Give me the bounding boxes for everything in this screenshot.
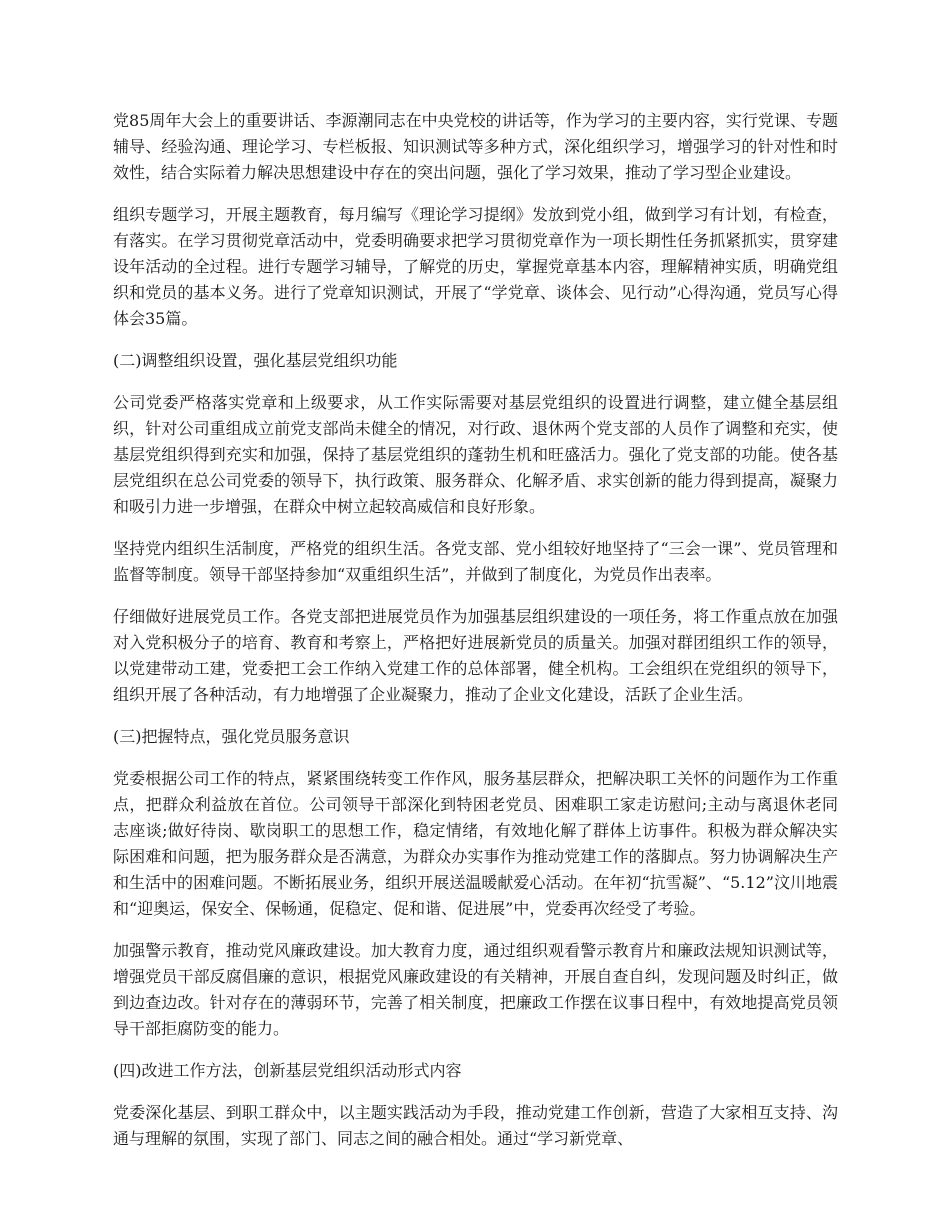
paragraph-thematic-study: 组织专题学习，开展主题教育，每月编写《理论学习提纲》发放到党小组，做到学习有计划，有检查，有落实。在学习贯彻党章活动中，党委明确要求把学习贯彻党章作为一项长期性任务抓紧抓实，贯穿建设年活动的全过程。进行专题学习辅导，了解党的历史，掌握党章基本内容，理解精神实质，明确党组织和党员的基本义务。进行了党章知识测试，开展了“学党章、谈体会、见行动”心得沟通，党员写心得体会35篇。 (113, 205, 838, 328)
paragraph-warning-education: 加强警示教育，推动党风廉政建设。加大教育力度，通过组织观看警示教育片和廉政法规知识测试等，增强党员干部反腐倡廉的意识，根据党风廉政建设的有关精神，开展自查自纠，发现问题及时纠正，做到边查边改。针对存在的薄弱环节，完善了相关制度，把廉政工作摆在议事日程中，有效地提高党员领导干部拒腐防变的能力。 (113, 941, 838, 1038)
paragraph-org-life: 坚持党内组织生活制度，严格党的组织生活。各党支部、党小组较好地坚持了“三会一课”、党员管理和监督等制度。领导干部坚持参加“双重组织生活”，并做到了制度化，为党员作出表率。 (113, 539, 838, 584)
section-heading-2: (二)调整组织设置，强化基层党组织功能 (113, 351, 398, 370)
paragraph-member-development: 仔细做好进展党员工作。各党支部把进展党员作为加强基层组织建设的一项任务，将工作重点放在加强对入党积极分子的培育、教育和考察上，严格把好进展新党员的质量关。加强对群团组织工作的领导，以党建带动工建，党委把工会工作纳入党建工作的总体部署，健全机构。工会组织在党组织的领导下，组织开展了各种活动，有力地增强了企业凝聚力，推动了企业文化建设，活跃了企业生活。 (113, 607, 838, 704)
paragraph-study-content: 党85周年大会上的重要讲话、李源潮同志在中央党校的讲话等，作为学习的主要内容，实行党课、专题辅导、经验沟通、理论学习、专栏板报、知识测试等多种方式，深化组织学习，增强学习的针对性和时效性，结合实际着力解决思想建设中存在的突出问题，强化了学习效果，推动了学习型企业建设。 (113, 111, 838, 182)
document-body (113, 108, 838, 1168)
paragraph-method-innovation: 党委深化基层、到职工群众中，以主题实践活动为手段，推动党建工作创新，营造了大家相互支持、沟通与理解的氛围，实现了部门、同志之间的融合相处。通过“学习新党章、 (113, 1103, 838, 1148)
paragraph-service: 党委根据公司工作的特点，紧紧围绕转变工作作风，服务基层群众，把解决职工关怀的问题作为工作重点，把群众利益放在首位。公司领导干部深化到特困老党员、困难职工家走访慰问;主动与离退休老同志座谈;做好待岗、歇岗职工的思想工作，稳定情绪，有效地化解了群体上访事件。积极为群众解决实际困难和问题，把为服务群众是否满意，为群众办实事作为推动党建工作的落脚点。努力协调解决生产和生活中的困难问题。不断拓展业务，组织开展送温暖献爱心活动。在年初“抗雪凝”、“5.12”汶川地震和“迎奥运，保安全、保畅通，促稳定、促和谐、促进展”中，党委再次经受了考验。 (113, 769, 838, 918)
section-heading-4: (四)改进工作方法，创新基层党组织活动形式内容 (113, 1061, 462, 1080)
paragraph-org-adjustment: 公司党委严格落实党章和上级要求，从工作实际需要对基层党组织的设置进行调整，建立健全基层组织，针对公司重组成立前党支部尚未健全的情况，对行政、退休两个党支部的人员作了调整和充实，使基层党组织得到充实和加强，保持了基层党组织的蓬勃生机和旺盛活力。强化了党支部的功能。使各基层党组织在总公司党委的领导下，执行政策、服务群众、化解矛盾、求实创新的能力得到提高，凝聚力和吸引力进一步增强，在群众中树立起较高威信和良好形象。 (113, 393, 838, 516)
section-heading-3: (三)把握特点，强化党员服务意识 (113, 727, 350, 746)
